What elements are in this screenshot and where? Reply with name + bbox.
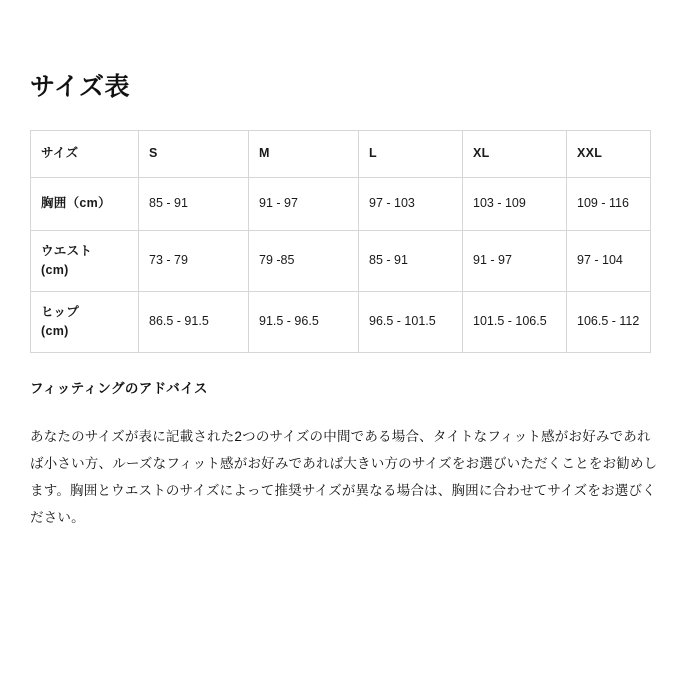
- row-header-waist-label: ウエスト: [41, 243, 93, 258]
- cell-chest-l: 97 - 103: [359, 178, 463, 231]
- cell-waist-xxl: 97 - 104: [567, 231, 651, 292]
- page-title: サイズ表: [30, 73, 131, 101]
- column-header-m: M: [249, 131, 359, 178]
- fitting-advice-title: フィッティングのアドバイス: [30, 381, 208, 396]
- cell-hip-m: 91.5 - 96.5: [249, 292, 359, 353]
- row-header-chest: [31, 178, 139, 231]
- cell-chest-s: 85 - 91: [139, 178, 249, 231]
- table-row: [31, 292, 651, 353]
- row-header-waist-unit: (cm): [41, 263, 69, 277]
- size-table: [30, 130, 651, 353]
- cell-hip-s: 86.5 - 91.5: [139, 292, 249, 353]
- column-header-s: S: [139, 131, 249, 178]
- cell-waist-l: 85 - 91: [359, 231, 463, 292]
- row-header-chest-label: 胸囲（cm）: [41, 196, 111, 211]
- column-header-xxl: XXL: [567, 131, 651, 178]
- cell-waist-m: 79 -85: [249, 231, 359, 292]
- column-header-l: L: [359, 131, 463, 178]
- cell-hip-xl: 101.5 - 106.5: [463, 292, 567, 353]
- table-row: [31, 178, 651, 231]
- cell-hip-xxl: 106.5 - 112: [567, 292, 651, 353]
- column-header-size: サイズ: [31, 131, 139, 178]
- cell-hip-l: 96.5 - 101.5: [359, 292, 463, 353]
- fitting-advice-body: あなたのサイズが表に記載された2つのサイズの中間である場合、タイトなフィット感がお好みであれば小さい方、ルーズなフィット感がお好みであれば大きい方のサイズをお選びいただくことをお勧めします。胸囲とウエストのサイズによって推奨サイズが異なる場合は、胸囲に合わせてサイズをお選びください。: [30, 429, 658, 525]
- row-header-hip-unit: (cm): [41, 324, 69, 338]
- row-header-waist: [31, 231, 139, 292]
- cell-chest-xxl: 109 - 116: [567, 178, 651, 231]
- row-header-hip-label: ヒップ: [41, 304, 80, 319]
- cell-chest-xl: 103 - 109: [463, 178, 567, 231]
- cell-waist-s: 73 - 79: [139, 231, 249, 292]
- table-row: [31, 231, 651, 292]
- row-header-hip: [31, 292, 139, 353]
- table-header-row: [31, 131, 651, 178]
- cell-waist-xl: 91 - 97: [463, 231, 567, 292]
- column-header-xl: XL: [463, 131, 567, 178]
- cell-chest-m: 91 - 97: [249, 178, 359, 231]
